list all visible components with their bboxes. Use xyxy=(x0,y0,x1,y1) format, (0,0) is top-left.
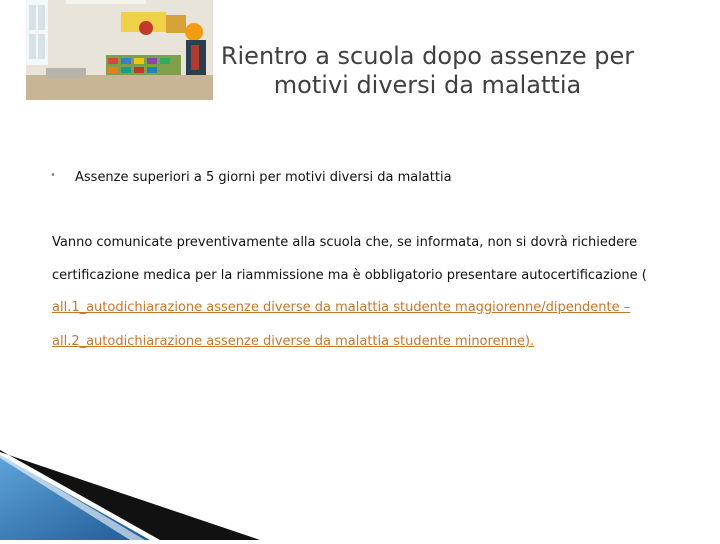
attachment-link-2[interactable]: all.2_autodichiarazione assenze diverse da malattia studente minorenne). xyxy=(52,334,535,349)
decorative-corner-graphic xyxy=(0,450,260,540)
bullet-marker: • xyxy=(50,170,56,181)
slide-title xyxy=(215,42,640,100)
title-line-2: motivi diversi da malattia xyxy=(273,71,582,99)
attachment-link-1[interactable]: all.1_autodichiarazione assenze diverse da malattia studente maggiorenne/dipendente – xyxy=(52,300,631,315)
bullet-text: Assenze superiori a 5 giorni per motivi diversi da malattia xyxy=(75,170,452,185)
title-line-1: Rientro a scuola dopo assenze per xyxy=(220,42,635,70)
classroom-photo xyxy=(26,0,213,100)
paragraph-line-1: Vanno comunicate preventivamente alla scuola che, se informata, non si dovrà richiedere xyxy=(52,235,638,250)
paragraph-line-2: certificazione medica per la riammissione ma è obbligatorio presentare autocertificazione ( xyxy=(52,268,647,283)
